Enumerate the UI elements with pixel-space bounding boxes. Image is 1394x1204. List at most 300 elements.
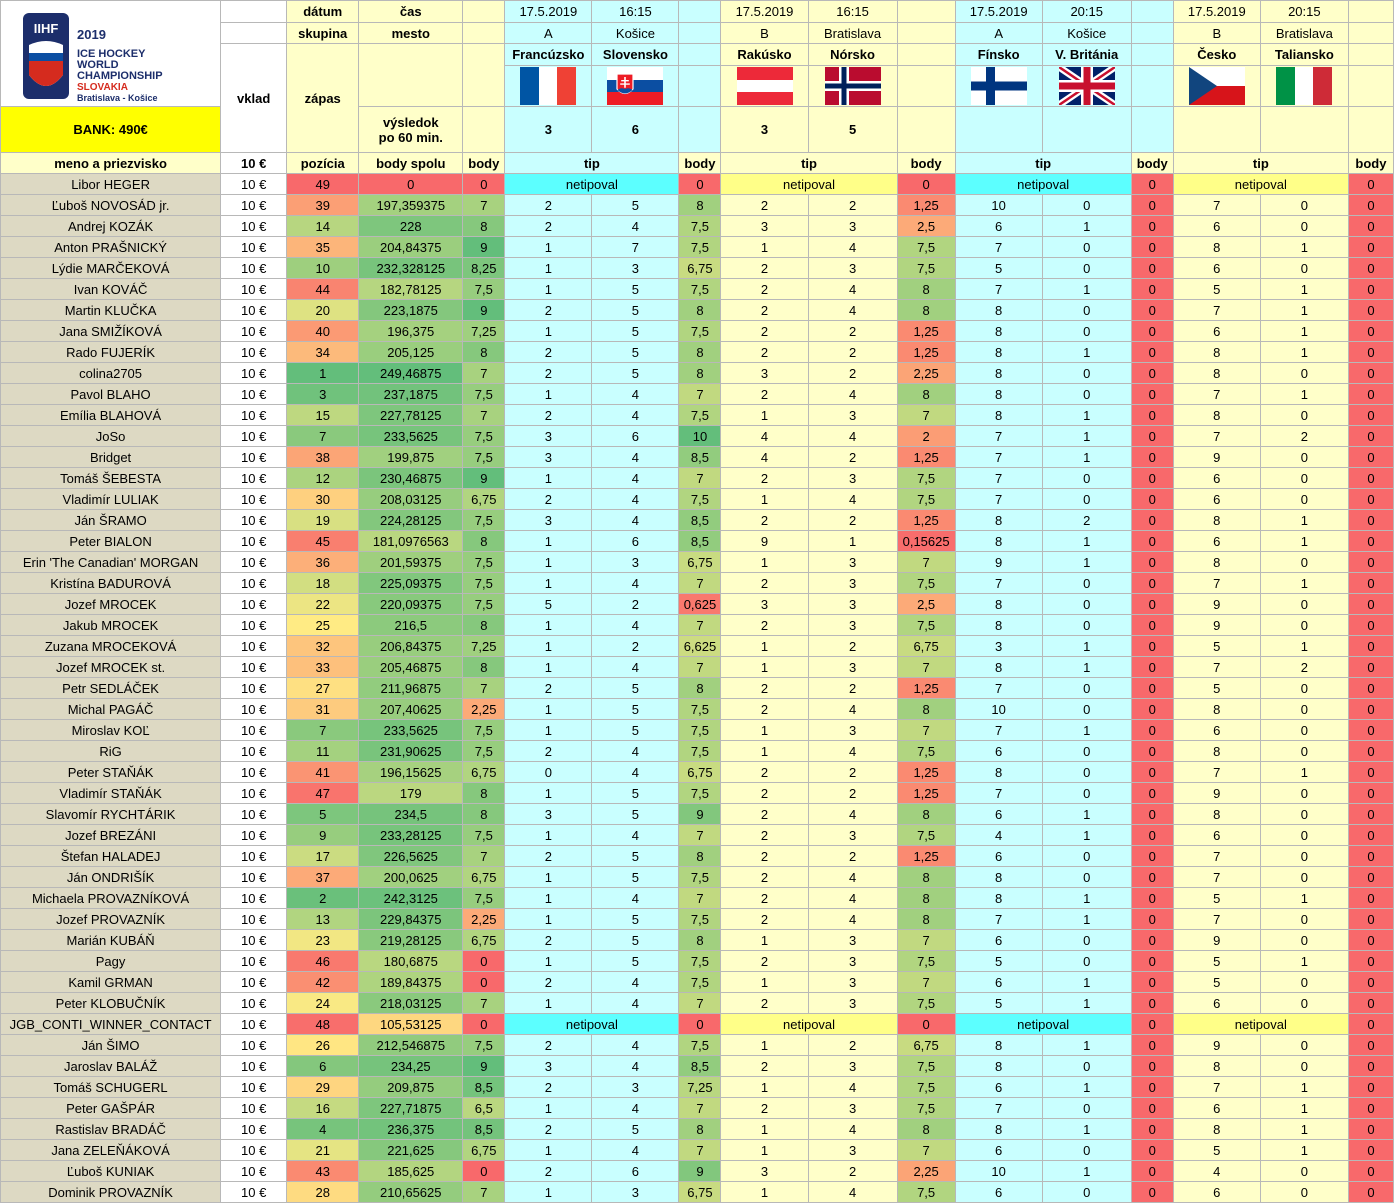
label-cas: čas [359, 1, 463, 23]
match-points-cell: 7,5 [897, 573, 955, 594]
match-points-cell: 0 [1131, 993, 1173, 1014]
position-cell: 39 [287, 195, 359, 216]
tip-home: 2 [505, 405, 592, 426]
stake-cell: 10 € [221, 279, 287, 300]
stake-cell: 10 € [221, 1119, 287, 1140]
table-row [1, 825, 1394, 846]
total-points-cell: 205,46875 [359, 657, 463, 678]
table-row [1, 279, 1394, 300]
tip-away: 0 [1260, 447, 1348, 468]
col-body-2: body [897, 153, 955, 174]
participant-name: RiG [1, 741, 221, 762]
match-points-cell: 7,5 [679, 321, 721, 342]
tip-home: 7 [955, 237, 1042, 258]
match-points-cell: 0 [1131, 1035, 1173, 1056]
total-points-cell: 220,09375 [359, 594, 463, 615]
tip-home: 1 [505, 531, 592, 552]
tip-away: 0 [1042, 384, 1131, 405]
match-points-cell: 0 [1131, 426, 1173, 447]
match-points-cell: 0 [1348, 195, 1393, 216]
col-body-spolu: body spolu [359, 153, 463, 174]
tip-away: 5 [592, 783, 679, 804]
tip-home: 2 [505, 195, 592, 216]
tip-away: 3 [808, 657, 897, 678]
tip-away: 0 [1260, 741, 1348, 762]
tip-away: 4 [592, 741, 679, 762]
match-points-cell: 8 [897, 909, 955, 930]
participant-name: Vladimír LULIAK [1, 489, 221, 510]
tip-home: 2 [505, 678, 592, 699]
match4-date: 17.5.2019 [1173, 1, 1260, 23]
round-points-cell: 7 [463, 363, 505, 384]
match-points-cell: 8 [897, 300, 955, 321]
table-row [1, 720, 1394, 741]
participant-name: Tomáš ŠEBESTA [1, 468, 221, 489]
round-points-cell: 7,5 [463, 741, 505, 762]
total-points-cell: 228 [359, 216, 463, 237]
tip-not-submitted: netipoval [505, 1014, 679, 1035]
round-points-cell: 7,25 [463, 321, 505, 342]
match-points-cell: 0 [1348, 174, 1393, 195]
table-row [1, 573, 1394, 594]
tip-home: 4 [1173, 1161, 1260, 1182]
tip-away: 3 [808, 1098, 897, 1119]
stake-cell: 10 € [221, 636, 287, 657]
match-points-cell: 10 [679, 426, 721, 447]
total-points-cell: 231,90625 [359, 741, 463, 762]
tip-away: 1 [1042, 552, 1131, 573]
austria-flag-icon [737, 67, 793, 105]
participant-name: Štefan HALADEJ [1, 846, 221, 867]
tip-away: 0 [1260, 678, 1348, 699]
tip-away: 3 [808, 1056, 897, 1077]
tip-away: 4 [592, 657, 679, 678]
match-points-cell: 1,25 [897, 762, 955, 783]
total-points-cell: 218,03125 [359, 993, 463, 1014]
participant-name: Ján ŠIMO [1, 1035, 221, 1056]
tip-away: 0 [1042, 867, 1131, 888]
tip-home: 8 [955, 867, 1042, 888]
total-points-cell: 105,53125 [359, 1014, 463, 1035]
tip-away: 0 [1042, 1056, 1131, 1077]
match3-city: Košice [1042, 23, 1131, 44]
match2-home-team: Rakúsko [721, 44, 808, 66]
tip-home: 2 [721, 699, 808, 720]
tip-away: 3 [808, 216, 897, 237]
total-points-cell: 210,65625 [359, 1182, 463, 1203]
stake-cell: 10 € [221, 993, 287, 1014]
round-points-cell: 6,75 [463, 1140, 505, 1161]
tip-away: 3 [808, 552, 897, 573]
tip-away: 3 [808, 972, 897, 993]
match-points-cell: 6,625 [679, 636, 721, 657]
match-points-cell: 8,5 [679, 510, 721, 531]
tip-away: 1 [1260, 384, 1348, 405]
stake-cell: 10 € [221, 783, 287, 804]
match-points-cell: 0 [1131, 1077, 1173, 1098]
table-row [1, 615, 1394, 636]
tip-home: 1 [721, 552, 808, 573]
tip-home: 2 [505, 216, 592, 237]
tip-home: 1 [721, 237, 808, 258]
match-points-cell: 8 [897, 279, 955, 300]
table-row [1, 678, 1394, 699]
tip-home: 8 [955, 510, 1042, 531]
match-points-cell: 0 [897, 174, 955, 195]
position-cell: 7 [287, 720, 359, 741]
tip-home: 3 [721, 216, 808, 237]
stake-cell: 10 € [221, 258, 287, 279]
total-points-cell: 201,59375 [359, 552, 463, 573]
table-row [1, 888, 1394, 909]
tip-away: 2 [808, 447, 897, 468]
position-cell: 15 [287, 405, 359, 426]
participant-name: Dominik PROVAZNÍK [1, 1182, 221, 1203]
match-points-cell: 7,5 [897, 951, 955, 972]
tip-away: 0 [1042, 783, 1131, 804]
tip-home: 1 [505, 384, 592, 405]
tip-away: 0 [1260, 216, 1348, 237]
tip-away: 6 [592, 531, 679, 552]
table-row [1, 384, 1394, 405]
match-points-cell: 0 [1348, 867, 1393, 888]
participant-name: Jana SMIŽÍKOVÁ [1, 321, 221, 342]
tip-away: 2 [808, 363, 897, 384]
stake-cell: 10 € [221, 867, 287, 888]
round-points-cell: 6,75 [463, 489, 505, 510]
position-cell: 3 [287, 384, 359, 405]
tip-home: 9 [1173, 1035, 1260, 1056]
match-points-cell: 0 [1348, 279, 1393, 300]
match-points-cell: 0 [1131, 279, 1173, 300]
tip-away: 0 [1042, 846, 1131, 867]
tip-home: 3 [721, 1161, 808, 1182]
tip-away: 0 [1042, 237, 1131, 258]
tip-away: 4 [808, 867, 897, 888]
match-points-cell: 0 [1131, 762, 1173, 783]
match-points-cell: 7,5 [897, 489, 955, 510]
tip-home: 1 [721, 1035, 808, 1056]
round-points-cell: 6,75 [463, 867, 505, 888]
tip-away: 4 [592, 993, 679, 1014]
tip-away: 0 [1260, 993, 1348, 1014]
tip-away: 0 [1260, 909, 1348, 930]
tip-home: 2 [721, 846, 808, 867]
tip-away: 1 [1260, 636, 1348, 657]
match-points-cell: 0 [1348, 804, 1393, 825]
tip-home: 7 [1173, 300, 1260, 321]
participant-name: colina2705 [1, 363, 221, 384]
tip-home: 1 [505, 1182, 592, 1203]
position-cell: 31 [287, 699, 359, 720]
col-body: body [463, 153, 505, 174]
round-points-cell: 0 [463, 951, 505, 972]
tip-away: 0 [1260, 489, 1348, 510]
match-points-cell: 0 [1131, 594, 1173, 615]
tip-home: 2 [721, 1056, 808, 1077]
match-points-cell: 7,5 [679, 741, 721, 762]
match-points-cell: 0 [1131, 489, 1173, 510]
tip-away: 4 [808, 279, 897, 300]
tip-home: 5 [955, 258, 1042, 279]
match-points-cell: 0 [1131, 384, 1173, 405]
match-points-cell: 0 [1131, 363, 1173, 384]
position-cell: 2 [287, 888, 359, 909]
match1-away-team: Slovensko [592, 44, 679, 66]
tip-away: 6 [592, 1161, 679, 1182]
participant-name: Pavol BLAHO [1, 384, 221, 405]
participant-name: Jozef BREZÁNI [1, 825, 221, 846]
tip-home: 4 [721, 426, 808, 447]
position-cell: 44 [287, 279, 359, 300]
match-points-cell: 0 [679, 1014, 721, 1035]
table-row [1, 405, 1394, 426]
position-cell: 11 [287, 741, 359, 762]
match-points-cell: 7,5 [679, 909, 721, 930]
col-tip-3: tip [955, 153, 1131, 174]
tip-away: 2 [808, 1161, 897, 1182]
tip-away: 1 [1042, 1077, 1131, 1098]
position-cell: 32 [287, 636, 359, 657]
tip-away: 0 [1260, 972, 1348, 993]
tip-home: 6 [1173, 531, 1260, 552]
participant-name: Kristína BADUROVÁ [1, 573, 221, 594]
tip-home: 8 [955, 384, 1042, 405]
col-tip-4: tip [1173, 153, 1348, 174]
tip-home: 2 [721, 762, 808, 783]
participant-name: Rado FUJERÍK [1, 342, 221, 363]
norway-flag-icon [825, 67, 881, 105]
table-row [1, 174, 1394, 195]
match4-time: 20:15 [1260, 1, 1348, 23]
total-points-cell: 205,125 [359, 342, 463, 363]
round-points-cell: 8,5 [463, 1077, 505, 1098]
tip-not-submitted: netipoval [1173, 174, 1348, 195]
round-points-cell: 6,75 [463, 930, 505, 951]
match-points-cell: 2,5 [897, 594, 955, 615]
tip-home: 8 [1173, 1056, 1260, 1077]
match2-group: B [721, 23, 808, 44]
table-row [1, 1119, 1394, 1140]
position-cell: 22 [287, 594, 359, 615]
tip-away: 4 [592, 447, 679, 468]
tip-home: 1 [721, 657, 808, 678]
tip-home: 7 [1173, 909, 1260, 930]
match-points-cell: 7,5 [679, 489, 721, 510]
svg-text:IIHF: IIHF [33, 20, 58, 36]
match-points-cell: 7 [897, 657, 955, 678]
tip-away: 0 [1260, 804, 1348, 825]
match-points-cell: 8,5 [679, 1056, 721, 1077]
tip-home: 1 [505, 867, 592, 888]
participant-name: Peter KLOBUČNÍK [1, 993, 221, 1014]
stake-cell: 10 € [221, 1035, 287, 1056]
participant-name: Jana ZELEŇÁKOVÁ [1, 1140, 221, 1161]
round-points-cell: 7,5 [463, 573, 505, 594]
match-points-cell: 0 [1348, 405, 1393, 426]
total-points-cell: 223,1875 [359, 300, 463, 321]
tip-home: 6 [1173, 489, 1260, 510]
tip-away: 3 [592, 1182, 679, 1203]
match-points-cell: 0 [1131, 720, 1173, 741]
match-points-cell: 8,5 [679, 447, 721, 468]
table-row [1, 1077, 1394, 1098]
total-points-cell: 209,875 [359, 1077, 463, 1098]
match-points-cell: 0 [1131, 573, 1173, 594]
tip-away: 7 [592, 237, 679, 258]
stake-cell: 10 € [221, 342, 287, 363]
position-cell: 24 [287, 993, 359, 1014]
tip-home: 9 [1173, 930, 1260, 951]
participant-name: Marián KUBÁŇ [1, 930, 221, 951]
tip-home: 7 [955, 573, 1042, 594]
tip-home: 7 [955, 426, 1042, 447]
match-points-cell: 7,5 [897, 1182, 955, 1203]
stake-cell: 10 € [221, 951, 287, 972]
tip-away: 1 [1042, 1119, 1131, 1140]
match-points-cell: 0 [1348, 1014, 1393, 1035]
tip-away: 0 [1260, 195, 1348, 216]
match-points-cell: 7 [679, 657, 721, 678]
match-points-cell: 0 [1131, 174, 1173, 195]
tip-away: 2 [808, 342, 897, 363]
match-points-cell: 6,75 [679, 762, 721, 783]
tip-away: 2 [1260, 657, 1348, 678]
match-points-cell: 8 [897, 1119, 955, 1140]
total-points-cell: 207,40625 [359, 699, 463, 720]
stake-cell: 10 € [221, 594, 287, 615]
tip-home: 1 [505, 783, 592, 804]
match-points-cell: 8 [679, 363, 721, 384]
table-row [1, 993, 1394, 1014]
tip-away: 1 [1260, 573, 1348, 594]
svg-text:ICE HOCKEY: ICE HOCKEY [76, 47, 146, 60]
tip-not-submitted: netipoval [1173, 1014, 1348, 1035]
round-points-cell: 7 [463, 993, 505, 1014]
participant-name: Miroslav KOĽ [1, 720, 221, 741]
table-row [1, 510, 1394, 531]
round-points-cell: 7,5 [463, 426, 505, 447]
tip-home: 2 [721, 888, 808, 909]
tip-away: 3 [808, 258, 897, 279]
tip-home: 1 [505, 720, 592, 741]
match-points-cell: 7,5 [679, 720, 721, 741]
match-points-cell: 8 [679, 342, 721, 363]
match-points-cell: 7,5 [897, 1077, 955, 1098]
match-points-cell: 0 [1131, 300, 1173, 321]
total-points-cell: 199,875 [359, 447, 463, 468]
match-points-cell: 0 [1348, 258, 1393, 279]
round-points-cell: 9 [463, 1056, 505, 1077]
tip-away: 0 [1260, 867, 1348, 888]
svg-text:SLOVAKIA: SLOVAKIA [76, 81, 128, 93]
match-points-cell: 1,25 [897, 342, 955, 363]
tip-away: 0 [1042, 321, 1131, 342]
svg-text:2019: 2019 [76, 26, 106, 42]
tip-away: 1 [1260, 1098, 1348, 1119]
participant-name: Libor HEGER [1, 174, 221, 195]
label-vysledok: výsledok po 60 min. [359, 107, 463, 153]
tip-home: 2 [505, 930, 592, 951]
match-points-cell: 0 [1131, 1014, 1173, 1035]
tip-away: 1 [1042, 888, 1131, 909]
tip-home: 7 [1173, 1077, 1260, 1098]
participant-name: Andrej KOZÁK [1, 216, 221, 237]
tip-away: 0 [1042, 678, 1131, 699]
match-points-cell: 0 [1348, 888, 1393, 909]
tip-home: 5 [1173, 279, 1260, 300]
tip-home: 1 [505, 573, 592, 594]
tip-away: 1 [1042, 426, 1131, 447]
total-points-cell: 211,96875 [359, 678, 463, 699]
tip-away: 5 [592, 804, 679, 825]
table-row [1, 762, 1394, 783]
match-points-cell: 7,5 [679, 699, 721, 720]
total-points-cell: 233,5625 [359, 426, 463, 447]
tip-home: 8 [1173, 342, 1260, 363]
tip-home: 7 [955, 489, 1042, 510]
tip-home: 2 [721, 321, 808, 342]
match-points-cell: 7 [679, 993, 721, 1014]
match-points-cell: 0 [1348, 426, 1393, 447]
match-points-cell: 0 [1348, 321, 1393, 342]
table-row [1, 1056, 1394, 1077]
position-cell: 18 [287, 573, 359, 594]
tip-home: 2 [721, 615, 808, 636]
total-points-cell: 179 [359, 783, 463, 804]
stake-cell: 10 € [221, 552, 287, 573]
label-mesto: mesto [359, 23, 463, 44]
tip-away: 1 [1042, 636, 1131, 657]
match-points-cell: 7 [679, 1098, 721, 1119]
position-cell: 46 [287, 951, 359, 972]
match-points-cell: 0 [1348, 699, 1393, 720]
tip-away: 1 [1260, 237, 1348, 258]
match-points-cell: 0 [1131, 1056, 1173, 1077]
table-row [1, 321, 1394, 342]
finland-flag-icon [971, 67, 1027, 105]
tip-home: 7 [955, 279, 1042, 300]
participant-name: Jakub MROCEK [1, 615, 221, 636]
tip-home: 4 [721, 447, 808, 468]
tip-home: 1 [505, 825, 592, 846]
tip-home: 7 [1173, 762, 1260, 783]
tip-home: 5 [955, 951, 1042, 972]
match-points-cell: 7 [897, 552, 955, 573]
tip-away: 5 [592, 909, 679, 930]
round-points-cell: 6,5 [463, 1098, 505, 1119]
tip-home: 6 [955, 1140, 1042, 1161]
tip-home: 1 [505, 888, 592, 909]
tip-home: 7 [1173, 573, 1260, 594]
match-points-cell: 0 [1131, 867, 1173, 888]
tip-away: 4 [808, 489, 897, 510]
tip-home: 1 [505, 615, 592, 636]
match-points-cell: 0 [1131, 699, 1173, 720]
tip-away: 1 [1042, 342, 1131, 363]
match-points-cell: 1,25 [897, 195, 955, 216]
table-row [1, 783, 1394, 804]
tip-home: 7 [955, 447, 1042, 468]
col-body-3: body [1131, 153, 1173, 174]
tip-away: 5 [592, 300, 679, 321]
match-points-cell: 7 [897, 405, 955, 426]
tip-home: 6 [955, 1182, 1042, 1203]
position-cell: 29 [287, 1077, 359, 1098]
tip-home: 6 [955, 216, 1042, 237]
tip-away: 2 [592, 636, 679, 657]
tip-away: 1 [1260, 762, 1348, 783]
